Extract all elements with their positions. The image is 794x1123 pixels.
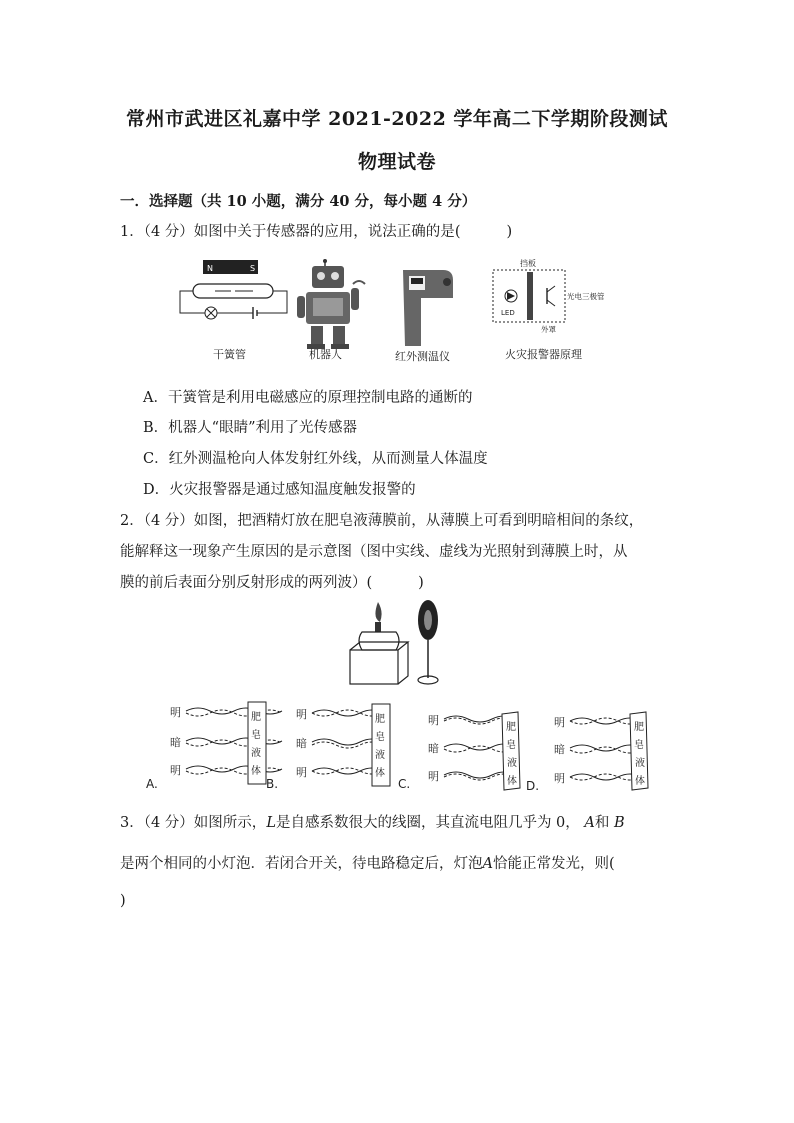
- q3-bracket-open: (: [608, 856, 615, 872]
- d-film-1: 肥: [634, 722, 644, 733]
- q3-symbol-a: A: [584, 815, 595, 831]
- soap-film-drawing: [418, 600, 438, 684]
- b-bright-2: 明: [296, 766, 307, 779]
- q2-stem-line2: 能解释这一现象产生原因的是示意图（图中实线、虚线为光照射到薄膜上时，从: [120, 544, 628, 560]
- alcohol-lamp-drawing: [350, 602, 408, 684]
- b-film-3: 液: [375, 750, 385, 761]
- d-option-label: D.: [526, 779, 540, 792]
- q2-apparatus: [340, 598, 460, 690]
- q1-option-d[interactable]: D．火灾报警器是通过感知温度触发报警的: [143, 482, 416, 498]
- q3-and: 和: [594, 815, 610, 831]
- q3-line1-mid: 是自感系数很大的线圈，其直流电阻几乎为 0，: [275, 815, 580, 831]
- reed-caption: 干簧管: [213, 348, 246, 361]
- q3-symbol-b: B: [614, 815, 625, 831]
- c-option-label: C.: [398, 777, 411, 791]
- q3-stem-line1: [120, 811, 625, 832]
- alarm-photo-label: 光电三极管: [567, 292, 605, 301]
- thermo-caption: 红外测温仪: [395, 350, 450, 363]
- q2-diagram-c[interactable]: [398, 712, 520, 791]
- q2-stem-line1: 2．（4 分）如图，把酒精灯放在肥皂液薄膜前，从薄膜上可看到明暗相间的条纹，: [120, 513, 644, 529]
- alarm-cover-label: 外罩: [541, 325, 556, 334]
- q3-symbol-a2: A: [482, 856, 493, 872]
- a-film-2: 皂: [251, 730, 261, 741]
- c-bright-1: 明: [428, 714, 439, 727]
- a-option-label: A.: [146, 777, 158, 791]
- section-heading: 一．选择题（共 10 小题，满分 40 分，每小题 4 分）: [120, 193, 477, 210]
- q3-stem-line2: [120, 852, 615, 873]
- q1-option-c[interactable]: C．红外测温枪向人体发射红外线，从而测量人体温度: [143, 451, 488, 467]
- reed-n-label: N: [207, 264, 213, 273]
- q3-line1-pre: 3．（4 分）如图所示，: [120, 815, 267, 831]
- q2-stem-line3: [120, 571, 424, 592]
- page-title: 常州市武进区礼嘉中学 2021-2022 学年高二下学期阶段测试: [126, 108, 668, 130]
- q2-bracket-close: ): [418, 575, 424, 591]
- q2-stem-line3-text: 膜的前后表面分别反射形成的两列波）: [120, 575, 367, 591]
- c-film-1: 肥: [506, 722, 516, 733]
- q1-option-b[interactable]: B．机器人“眼睛”利用了光传感器: [143, 420, 357, 436]
- robot-caption: 机器人: [309, 348, 342, 361]
- b-film-1: 肥: [375, 714, 385, 725]
- q1-bracket-open: (: [454, 224, 461, 240]
- q1-bracket-close: ): [506, 224, 513, 240]
- reed-s-label: S: [250, 264, 256, 273]
- d-film-2: 皂: [634, 740, 644, 751]
- q2-diagram-b[interactable]: [266, 704, 390, 791]
- a-bright-1: 明: [170, 706, 181, 719]
- q1-option-a[interactable]: A．干簧管是利用电磁感应的原理控制电路的通断的: [143, 390, 473, 406]
- a-film-1: 肥: [251, 712, 261, 723]
- q3-line2-pre: 是两个相同的小灯泡．若闭合开关，待电路稳定后，灯泡: [120, 856, 483, 872]
- reed-switch-drawing: [180, 260, 287, 319]
- b-bright-1: 明: [296, 708, 307, 721]
- d-film-3: 液: [635, 758, 645, 769]
- c-film-2: 皂: [506, 740, 516, 751]
- q2-bracket-open: (: [366, 575, 373, 591]
- d-bright-2: 明: [554, 772, 565, 785]
- q2-option-diagrams: [140, 700, 680, 792]
- alarm-caption: 火灾报警器原理: [505, 348, 582, 361]
- q3-line2-post: 恰能正常发光，则: [492, 856, 609, 872]
- q1-sensor-figure: [175, 258, 635, 368]
- b-option-label: B.: [266, 777, 279, 791]
- page-subtitle: 物理试卷: [357, 151, 436, 173]
- d-bright-1: 明: [554, 716, 565, 729]
- c-film-3: 液: [507, 758, 517, 769]
- a-bright-2: 明: [170, 764, 181, 777]
- b-film-4: 体: [375, 768, 385, 779]
- q2-diagram-a[interactable]: [146, 702, 282, 791]
- alarm-baffle-label: 挡板: [520, 259, 536, 268]
- thermometer-drawing: [403, 270, 453, 346]
- robot-drawing: [297, 259, 365, 349]
- c-dark: 暗: [428, 742, 439, 755]
- q2-diagram-d[interactable]: [526, 712, 648, 792]
- alarm-led-label: LED: [501, 309, 515, 317]
- q3-bracket-close: ): [120, 893, 126, 909]
- b-film-2: 皂: [375, 732, 385, 743]
- q1-stem: [120, 220, 512, 241]
- b-dark: 暗: [296, 737, 307, 750]
- c-film-4: 体: [507, 776, 517, 787]
- a-film-3: 液: [251, 748, 261, 759]
- a-dark: 暗: [170, 736, 181, 749]
- q1-stem-text: 1．（4 分）如图中关于传感器的应用，说法正确的是: [120, 224, 455, 240]
- d-film-4: 体: [635, 776, 645, 787]
- fire-alarm-drawing: [493, 258, 605, 334]
- q3-symbol-l: L: [266, 815, 276, 831]
- c-bright-2: 明: [428, 770, 439, 783]
- a-film-4: 体: [251, 766, 261, 777]
- d-dark: 暗: [554, 743, 565, 756]
